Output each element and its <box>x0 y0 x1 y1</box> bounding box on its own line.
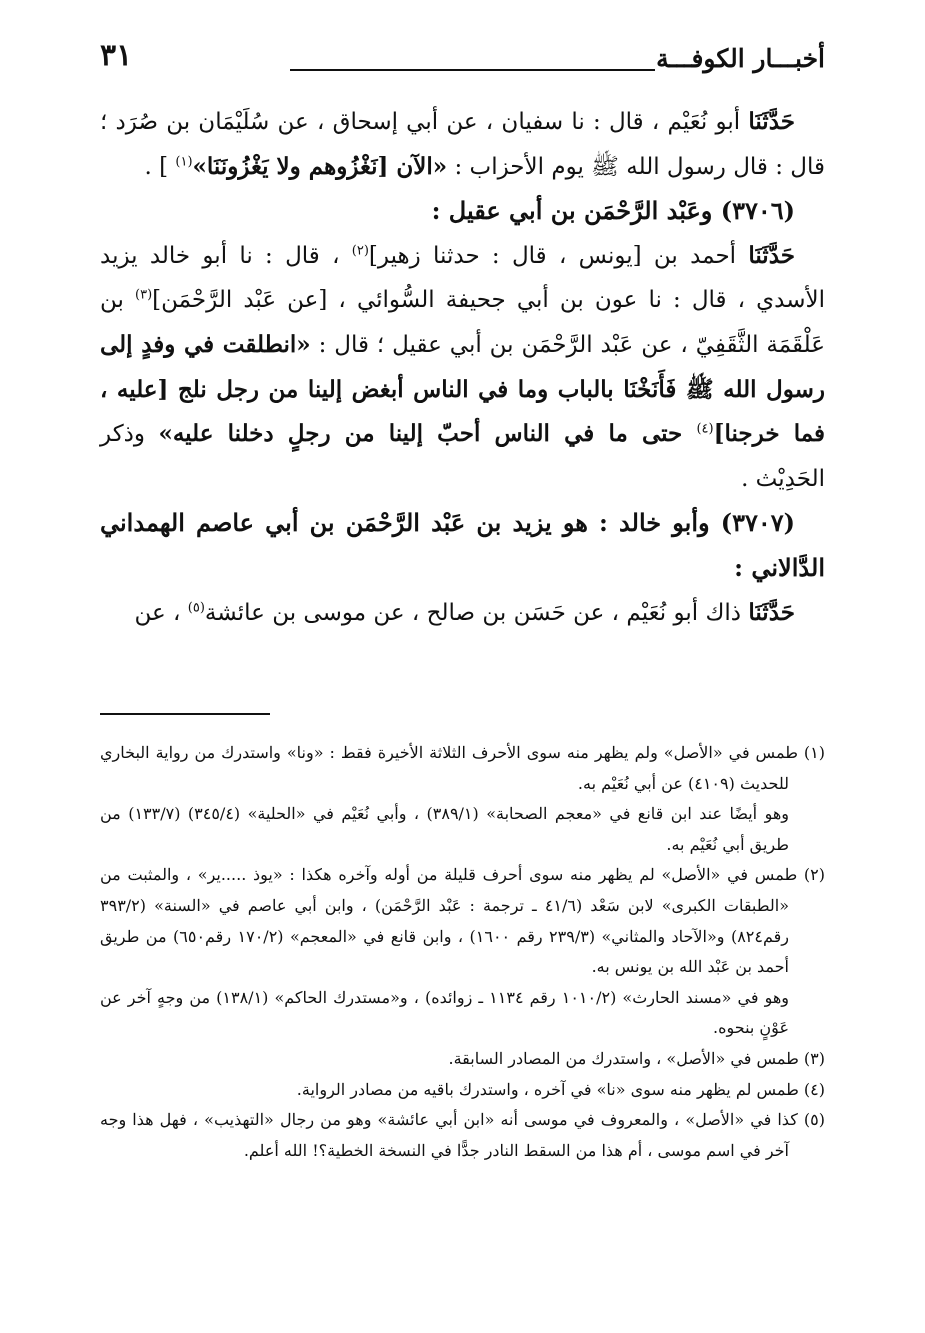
footnote-ref-5: (٥) <box>187 599 205 615</box>
paragraph-hadith-3 <box>100 591 825 636</box>
paragraph-hadith-1 <box>100 100 825 189</box>
isnad-text: ذاك أبو نُعَيْم ، عن حَسَن بن صالح ، عن موسى بن عائشة <box>204 599 749 626</box>
paragraph-end: ] . <box>144 153 176 180</box>
running-title: أخبـــار الكوفـــة <box>656 44 825 73</box>
paragraph-end: ، عن <box>134 599 188 626</box>
footnote-1: (١) طمس في «الأصل» ولم يظهر منه سوى الأحرف الثلاثة الأخيرة فقط : «ونا» واستدرك من رواية البخاري للحديث (٤١٠٩) عن أبي نُعَيْم به. <box>100 743 825 793</box>
footnote-ref-1: (١) <box>175 153 193 169</box>
isnad-text-c: بن عَلْقَمَة الثَّقَفِيّ ، عن عَبْد الرَّحْمَن بن أبي عقيل ؛ قال : <box>100 287 826 358</box>
footnote-ref-4: (٤) <box>696 421 714 437</box>
entry-heading-3707 <box>100 501 825 590</box>
footnote-ref-2: (٢) <box>351 243 369 259</box>
footnote-3: (٣) طمس في «الأصل» ، واستدرك من المصادر السابقة. <box>448 1048 825 1068</box>
footnote-separator <box>100 713 270 715</box>
header-rule <box>290 69 655 71</box>
isnad-text-b: ، قال : نا أبو خالد يزيد الأسدي ، قال : نا عون بن أبي جحيفة السُّوائي ، [عن عَبْد الرَّحْمَن] <box>100 242 825 314</box>
paragraph-end: وذكر الحَدِيْث . <box>100 421 825 492</box>
footnote-1-continuation: وهو أيضًا عند ابن قانع في «معجم الصحابة» (٣٨٩/١) ، وأبي نُعَيْم في «الحلية» (٣٤٥/٤) (١٣٣/٧) من طريق أبي نُعَيْم به. <box>100 804 789 854</box>
entry-heading-text: (٣٧٠٦) وعَبْد الرَّحْمَن بن أبي عقيل : <box>431 196 795 226</box>
entry-heading-text: (٣٧٠٧) وأبو خالد : هو يزيد بن عَبْد الرَّحْمَن بن أبي عاصم الهمداني الدَّالاني : <box>100 508 825 582</box>
haddathana-word: حَدَّثَنَا <box>748 108 795 135</box>
isnad-text: أبو نُعَيْم ، قال : نا سفيان ، عن أبي إسحاق ، عن سُلَيْمَان بن صُرَد ؛ قال : قال رسول الله ﷺ يوم الأحزاب : <box>100 109 825 180</box>
page-header <box>100 36 825 86</box>
haddathana-word: حَدَّثَنَا <box>748 598 795 626</box>
hadith-quote-a: «انطلقت في وفدٍ إلى رسول الله ﷺ فَأَنَخْنَا بالباب وما في الناس أبغض إلينا من رجل نلج [عليه ، فما خرجنا] <box>100 330 825 448</box>
footnote-2: (٢) طمس في «الأصل» لم يظهر منه سوى أحرف قليلة من أوله وآخره هكذا : «يوذ .....ير» ، والمثبت من «الطبقات الكبرى» لابن سَعْد (٤١/٦ ـ ترجمة : عَبْد الرَّحْمَن) ، وابن أبي عاصم في «السنة» (٣٩٣/٢ رقم٨٢٤) و«الآحاد والمثاني» (٢٣٩/٣ رقم ١٦٠٠) ، وابن قانع في «المعجم» (١٧٠/٢ رقم٦٥٠) من طريق أحمد بن عَبْد الله بن يونس به. <box>100 865 825 977</box>
hadith-quote: «الآن [نَغْزُوهم ولا يَغْزُونَنَا» <box>192 152 448 180</box>
footnote-ref-3: (٣) <box>135 287 153 303</box>
page-number: ٣١ <box>100 38 133 73</box>
paragraph-hadith-2 <box>100 234 825 502</box>
haddathana-word: حَدَّثَنَا <box>748 241 795 269</box>
footnote-4: (٤) طمس لم يظهر منه سوى «نا» في آخره ، واستدرك باقيه من مصادر الرواية. <box>296 1079 825 1099</box>
main-text <box>100 100 825 635</box>
footnotes <box>100 738 825 1166</box>
entry-heading-3706 <box>100 189 825 234</box>
footnote-2-continuation: وهو في «مسند الحارث» (١٠١٠/٢ رقم ١١٣٤ ـ زوائده) ، و«مستدرك الحاكم» (١٣٨/١) من وجهٍ آخر عن عَوْنٍ بنحوه. <box>100 987 790 1038</box>
hadith-text-d: حتى ما <box>594 420 697 448</box>
footnote-5: (٥) كذا في «الأصل» ، والمعروف في موسى أنه «ابن أبي عائشة» وهو من رجال «التهذيب» ، فهل هذا وجه آخر في اسم موسى ، أم هذا من السقط النادر جدًّا في النسخة الخطية؟! الله أعلم. <box>100 1110 825 1160</box>
isnad-text-a: أحمد بن [يونس ، قال : حدثنا زهير] <box>368 242 749 269</box>
hadith-quote-b: في الناس أحبّ إلينا من رجلٍ دخلنا عليه» <box>158 420 595 448</box>
